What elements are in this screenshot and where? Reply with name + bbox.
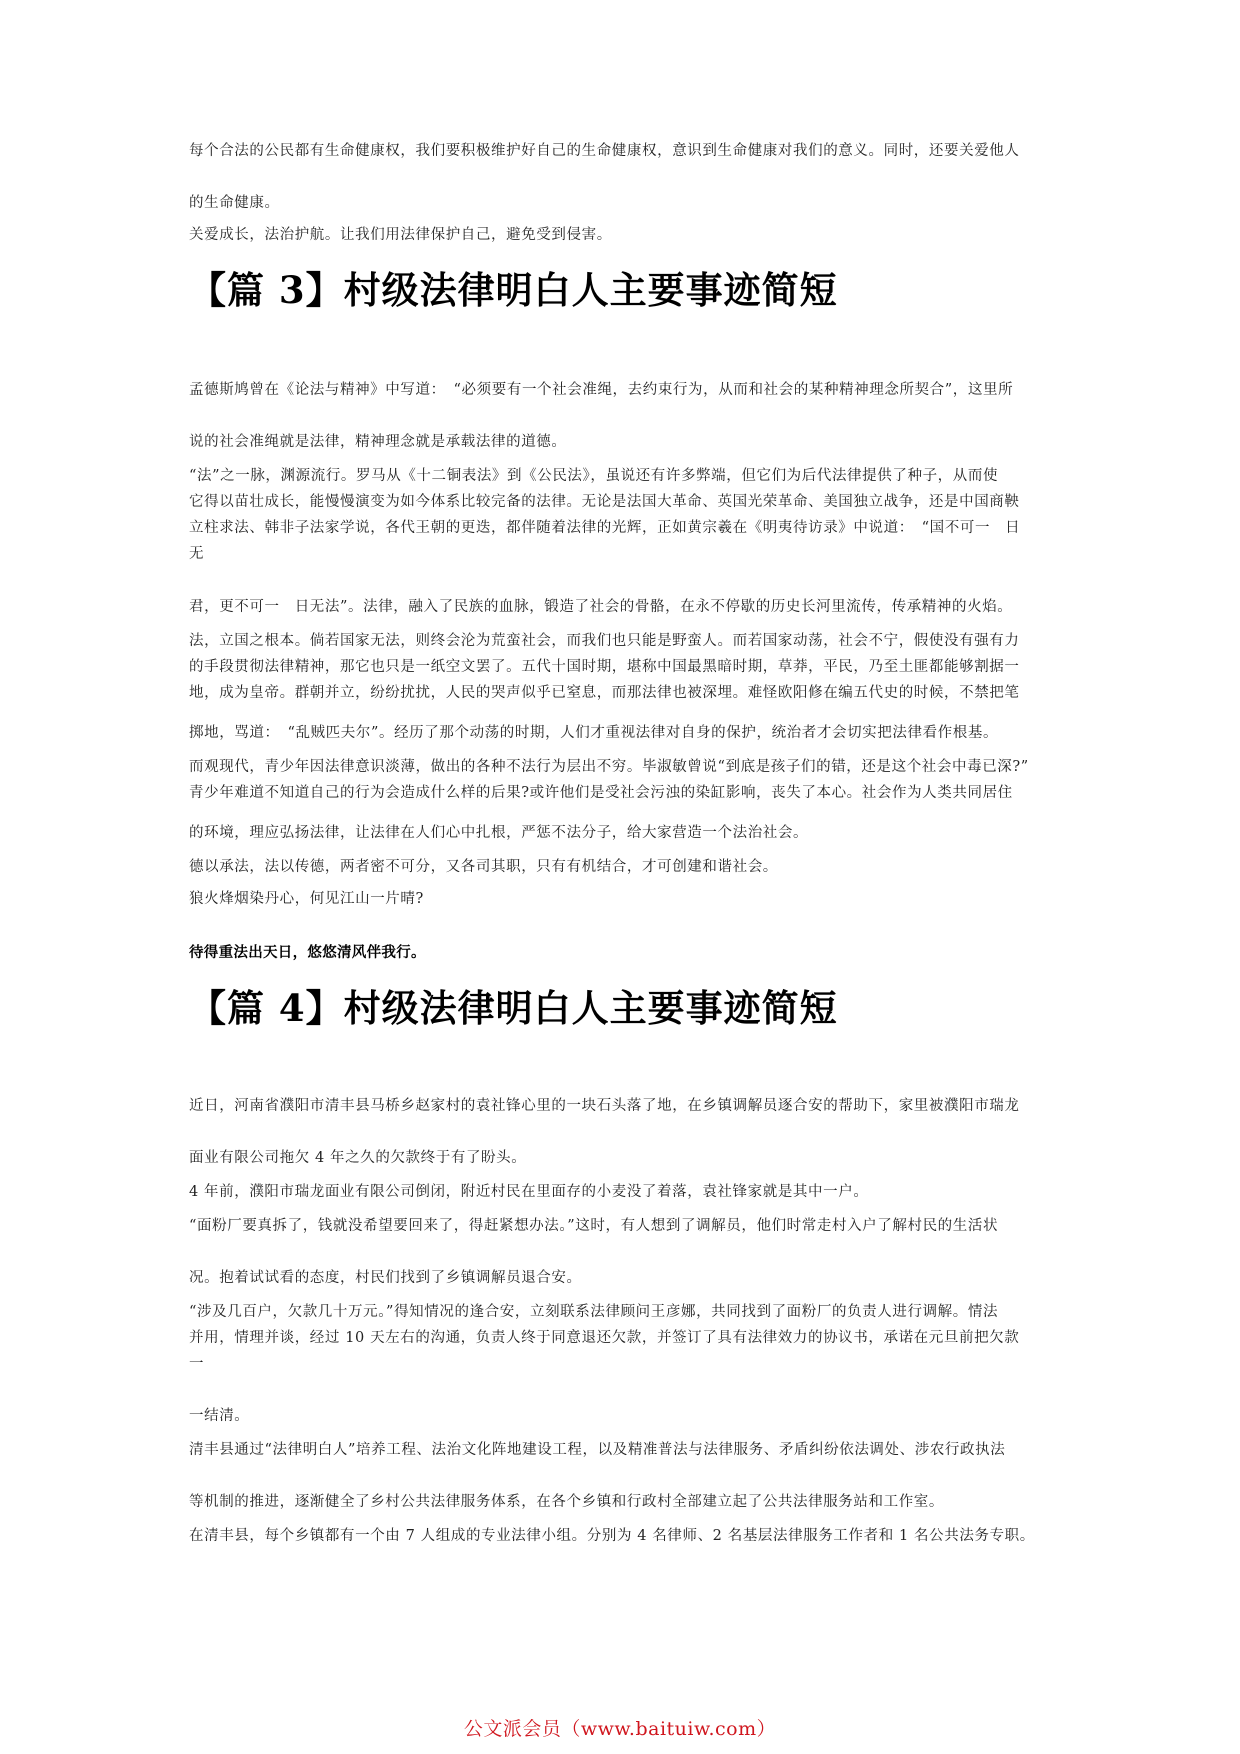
paragraph-line: 掷地，骂道： “乱贼匹夫尔”。经历了那个动荡的时期，人们才重视法律对自身的保护，统治者才会切实把法律看作根基。 bbox=[189, 725, 999, 741]
paragraph-line: 关爱成长，法治护航。让我们用法律保护自己，避免受到侵害。 bbox=[189, 227, 612, 243]
paragraph-line: 孟德斯鸠曾在《论法与精神》中写道： “必须要有一个社会准绳，去约束行为，从而和社会的某种精神理念所契合”，这里所 bbox=[189, 382, 1014, 398]
paragraph-line: 的生命健康。 bbox=[189, 195, 280, 211]
paragraph-line: 况。抱着试试看的态度，村民们找到了乡镇调解员退合安。 bbox=[189, 1270, 582, 1286]
paragraph-line: 4 年前，濮阳市瑞龙面业有限公司倒闭，附近村民在里面存的小麦没了着落，袁社锋家就是其中一户。 bbox=[189, 1184, 869, 1200]
paragraph-line: 说的社会准绳就是法律，精神理念就是承载法律的道德。 bbox=[189, 434, 567, 450]
paragraph-line: 狼火烽烟染丹心，何见江山一片晴? bbox=[189, 891, 424, 907]
paragraph-line: 等机制的推进，逐渐健全了乡村公共法律服务体系，在各个乡镇和行政村全部建立起了公共法律服务站和工作室。 bbox=[189, 1494, 944, 1510]
paragraph-line: 一结清。 bbox=[189, 1408, 250, 1424]
paragraph-line: 青少年难道不知道自己的行为会造成什么样的后果?或许他们是受社会污浊的染缸影响，丧失了本心。社会作为人类共同居住 bbox=[189, 785, 1013, 801]
paragraph-line: 近日，河南省濮阳市清丰县马桥乡赵家村的袁社锋心里的一块石头落了地，在乡镇调解员逐合安的帮助下，家里被濮阳市瑞龙 bbox=[189, 1098, 1020, 1114]
paragraph-line: 而观现代，青少年因法律意识淡薄，做出的各种不法行为层出不穷。毕淑敏曾说“到底是孩子们的错，还是这个社会中毒已深?” bbox=[189, 759, 1029, 775]
paragraph-line: 德以承法，法以传德，两者密不可分，又各司其职，只有有机结合，才可创建和谐社会。 bbox=[189, 859, 778, 875]
paragraph-line: 在清丰县，每个乡镇都有一个由 7 人组成的专业法律小组。分别为 4 名律师、2 名基层法律服务工作者和 1 名公共法务专职。 bbox=[189, 1528, 1035, 1544]
section-4-heading: 【篇 4】村级法律明白人主要事迹简短 bbox=[189, 986, 838, 1030]
paragraph-line: 面业有限公司拖欠 4 年之久的欠款终于有了盼头。 bbox=[189, 1150, 527, 1166]
paragraph-line: 无 bbox=[189, 546, 205, 562]
paragraph-line: 它得以苗壮成长，能慢慢演变为如今体系比较完备的法律。无论是法国大革命、英国光荣革命、美国独立战争，还是中国商鞅 bbox=[189, 494, 1020, 510]
paragraph-line: “法”之一脉，渊源流行。罗马从《十二铜表法》到《公民法》，虽说还有许多弊端，但它们为后代法律提供了种子，从而使 bbox=[189, 468, 999, 484]
paragraph-line: 地，成为皇帝。群朝并立，纷纷扰扰，人民的哭声似乎已窒息，而那法律也被深埋。难怪欧阳修在编五代史的时候，不禁把笔 bbox=[189, 685, 1020, 701]
paragraph-line: 清丰县通过“法律明白人”培养工程、法治文化阵地建设工程，以及精准普法与法律服务、矛盾纠纷依法调处、涉农行政执法 bbox=[189, 1442, 1006, 1458]
paragraph-line: 法，立国之根本。倘若国家无法，则终会沦为荒蛮社会，而我们也只能是野蛮人。而若国家动荡，社会不宁，假使没有强有力 bbox=[189, 633, 1020, 649]
paragraph-line: 一 bbox=[189, 1356, 205, 1372]
paragraph-line: “涉及几百户，欠款几十万元。”得知情况的逢合安，立刻联系法律顾问王彦娜，共同找到了面粉厂的负责人进行调解。情法 bbox=[189, 1304, 999, 1320]
footer-watermark: 公文派会员（www.baituiw.com） bbox=[463, 1718, 777, 1740]
paragraph-line: 的环境，理应弘扬法律，让法律在人们心中扎根，严惩不法分子，给大家营造一个法治社会。 bbox=[189, 825, 809, 841]
paragraph-line: 并用，情理并谈，经过 10 天左右的沟通，负责人终于同意退还欠款，并签订了具有法律效力的协议书，承诺在元旦前把欠款 bbox=[189, 1330, 1020, 1346]
paragraph-line: 立柱求法、韩非子法家学说，各代王朝的更迭，都伴随着法律的光辉，正如黄宗羲在《明夷待访录》中说道： “国不可一 日 bbox=[189, 520, 1021, 536]
paragraph-line-bold: 待得重法出天日，悠悠清风伴我行。 bbox=[189, 945, 426, 961]
paragraph-line: “面粉厂要真拆了，钱就没希望要回来了，得赶紧想办法。”这时，有人想到了调解员，他们时常走村入户了解村民的生活状 bbox=[189, 1218, 999, 1234]
section-3-heading: 【篇 3】村级法律明白人主要事迹简短 bbox=[189, 268, 838, 312]
paragraph-line: 君，更不可一 日无法”。法律，融入了民族的血脉，锻造了社会的骨骼，在永不停歇的历史长河里流传，传承精神的火焰。 bbox=[189, 599, 1013, 615]
paragraph-line: 的手段贯彻法律精神，那它也只是一纸空文罢了。五代十国时期，堪称中国最黑暗时期，草莽，平民，乃至土匪都能够割据一 bbox=[189, 659, 1020, 675]
paragraph-line: 每个合法的公民都有生命健康权，我们要积极维护好自己的生命健康权，意识到生命健康对我们的意义。同时，还要关爱他人 bbox=[189, 143, 1020, 159]
